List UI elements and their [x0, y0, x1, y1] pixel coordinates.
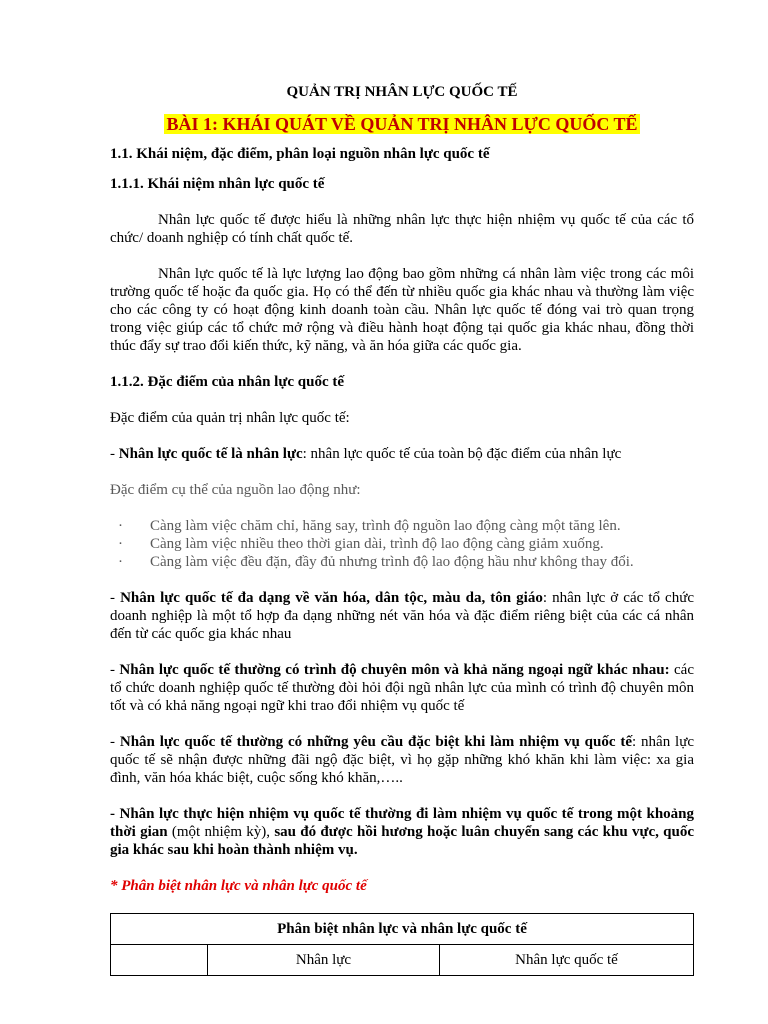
- feature-bold: Nhân lực thực hiện nhiệm vụ quốc tế thường đi làm nhiệm vụ quốc tế trong một khoảng thời gian: [110, 806, 695, 840]
- document-title: QUẢN TRỊ NHÂN LỰC QUỐC TẾ: [286, 84, 518, 100]
- bullet-dot-icon: ·: [118, 554, 123, 570]
- list-item: [110, 535, 694, 553]
- feature-dash: -: [110, 590, 121, 606]
- comparison-heading: * Phân biệt nhân lực và nhân lực quốc tế: [110, 878, 367, 894]
- labor-intro: Đặc điểm cụ thể của nguồn lao động như:: [110, 482, 361, 498]
- table-row: [111, 914, 694, 945]
- document-content: [110, 83, 694, 976]
- lesson-title-block: [110, 113, 694, 135]
- bullet-dot-icon: ·: [118, 536, 123, 552]
- feature-bold: Nhân lực quốc tế là nhân lực: [118, 446, 303, 462]
- bullet-dot-icon: ·: [118, 518, 123, 534]
- table-row: [111, 945, 694, 976]
- section-heading-1-1-1: 1.1.1. Khái niệm nhân lực quốc tế: [110, 176, 325, 192]
- feature-item-1: [110, 445, 694, 463]
- feature-dash: -: [110, 806, 120, 822]
- labor-bullet-list: [110, 517, 694, 571]
- feature-text: : nhân lực quốc tế của toàn bộ đặc điểm của nhân lực: [302, 446, 622, 462]
- feature-text: các tổ chức doanh nghiệp quốc tế thường đòi hỏi đội ngũ nhân lực của mình có trình độ chuyên môn tốt và có khả năng ngoại ngữ khi trao đổi nhiệm vụ quốc tế: [110, 662, 694, 714]
- feature-item-4: [110, 733, 694, 787]
- feature-bold: Nhân lực quốc tế thường có những yêu cầu đặc biệt khi làm nhiệm vụ quốc tế: [119, 734, 633, 750]
- bullet-text: Càng làm việc đều đặn, đầy đủ nhưng trình độ lao động hầu như không thay đổi.: [150, 554, 634, 570]
- feature-bold: Nhân lực quốc tế thường có trình độ chuyên môn và khả năng ngoại ngữ khác nhau:: [119, 662, 670, 678]
- feature-item-2: [110, 589, 694, 643]
- feature-dash: -: [110, 662, 120, 678]
- feature-item-3: [110, 661, 694, 715]
- feature-item-5: [110, 805, 694, 859]
- features-intro: Đặc điểm của quản trị nhân lực quốc tế:: [110, 410, 350, 426]
- list-item: [110, 517, 694, 535]
- feature-bold-tail: sau đó được hồi hương hoặc luân chuyển sang các khu vực, quốc gia khác sau khi hoàn thành nhiệm vụ.: [110, 824, 694, 858]
- feature-text: (một nhiệm kỳ),: [167, 824, 275, 840]
- section-heading-1-1: 1.1. Khái niệm, đặc điểm, phân loại nguồn nhân lực quốc tế: [110, 146, 490, 162]
- feature-text: : nhân lực ở các tổ chức doanh nghiệp là một tổ hợp đa dạng những nét văn hóa và đặc điểm riêng biệt của các cá nhân đến từ các quốc gia khác nhau: [110, 590, 695, 642]
- bullet-text: Càng làm việc chăm chỉ, hăng say, trình độ nguồn lao động càng một tăng lên.: [150, 518, 621, 534]
- section-heading-1-1-2: 1.1.2. Đặc điểm của nhân lực quốc tế: [110, 374, 345, 390]
- paragraph-definition: Nhân lực quốc tế được hiểu là những nhân lực thực hiện nhiệm vụ quốc tế của các tổ chức/ doanh nghiệp có tính chất quốc tế.: [110, 212, 694, 246]
- lesson-title: BÀI 1: KHÁI QUÁT VỀ QUẢN TRỊ NHÂN LỰC QUỐC TẾ: [166, 114, 638, 134]
- feature-dash: -: [110, 446, 119, 462]
- feature-text: : nhân lực quốc tế sẽ nhận được những đãi ngộ đặc biệt, vì họ gặp những khó khăn khi làm việc: xa gia đình, văn hóa khác biệt, cuộc sống khó khăn,…..: [110, 734, 695, 786]
- table-header-cell: Phân biệt nhân lực và nhân lực quốc tế: [111, 914, 694, 945]
- table-cell-human-resources: Nhân lực: [208, 945, 440, 976]
- bullet-text: Càng làm việc nhiều theo thời gian dài, trình độ lao động càng giảm xuống.: [150, 536, 604, 552]
- feature-dash: -: [110, 734, 120, 750]
- feature-bold: Nhân lực quốc tế đa dạng về văn hóa, dân tộc, màu da, tôn giáo: [120, 590, 543, 606]
- table-cell-empty: [111, 945, 208, 976]
- comparison-table: [110, 913, 694, 976]
- list-item: [110, 553, 694, 571]
- table-cell-international-human-resources: Nhân lực quốc tế: [440, 945, 694, 976]
- paragraph-description: Nhân lực quốc tế là lực lượng lao động bao gồm những cá nhân làm việc trong các môi trường quốc tế hoặc đa quốc gia. Họ có thể đến từ nhiều quốc gia khác nhau và thường làm việc cho các công ty có hoạt động kinh doanh toàn cầu. Nhân lực quốc tế đóng vai trò quan trọng trong việc giúp các tổ chức mở rộng và điều hành hoạt động tại quốc gia khác nhau, đồng thời thúc đẩy sự trao đổi kiến thức, kỹ năng, và ăn hóa giữa các quốc gia.: [110, 266, 694, 354]
